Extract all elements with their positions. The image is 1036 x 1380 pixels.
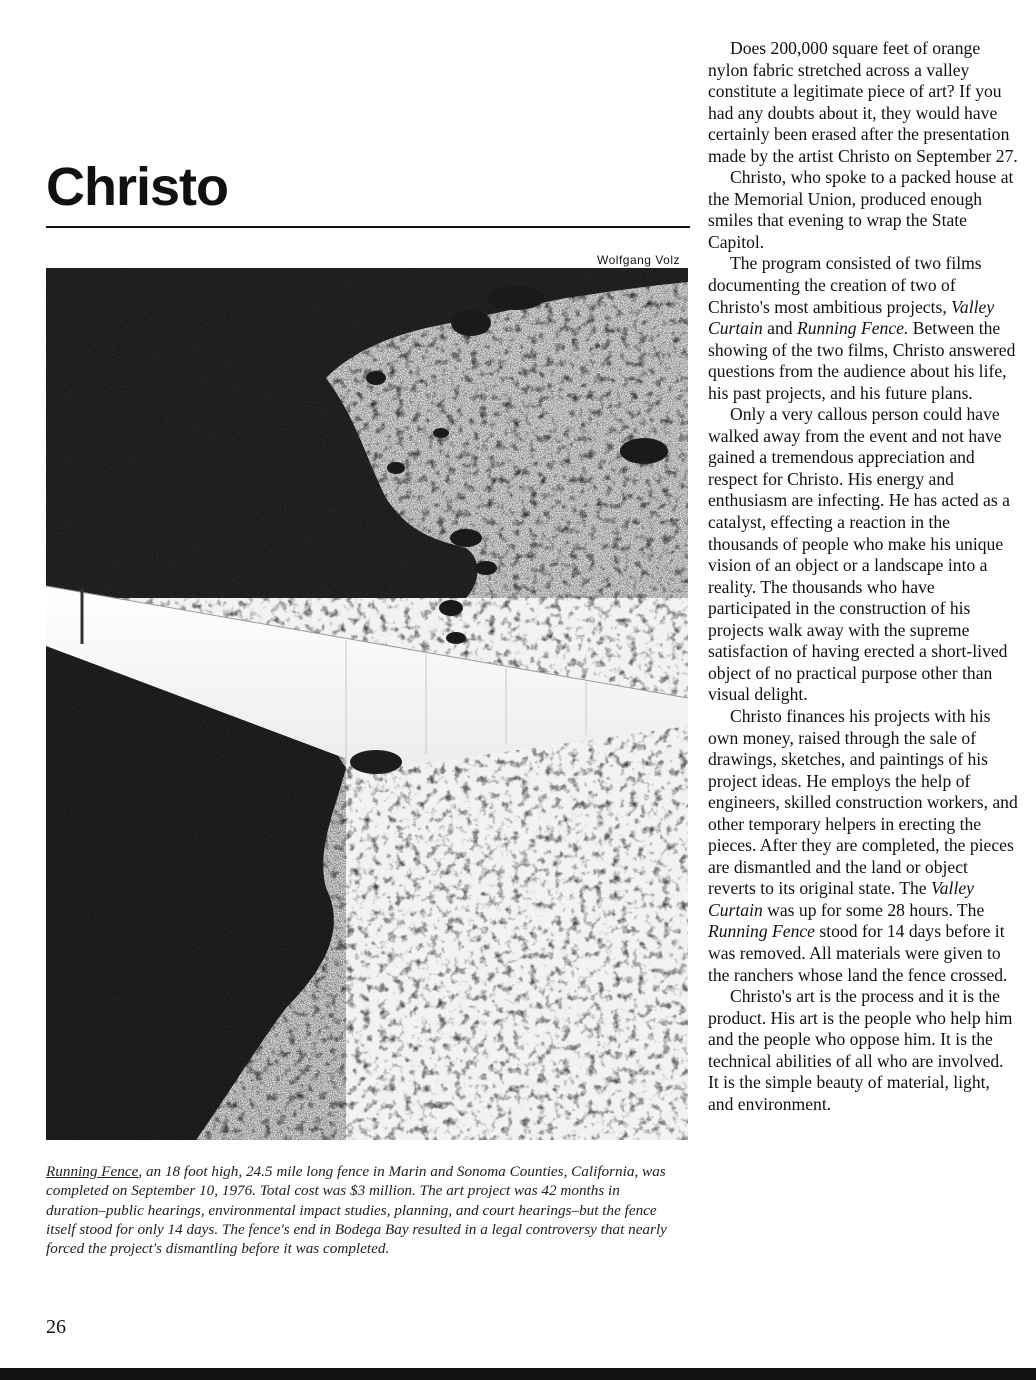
running-fence-title: Running Fence. [796, 318, 909, 339]
page-number: 26 [46, 1316, 66, 1338]
scan-edge-bar [0, 1368, 1036, 1380]
paragraph-3 [708, 253, 1018, 404]
valley-curtain-title: Valley Curtain [708, 878, 974, 920]
running-fence-title: Running Fence [708, 921, 815, 942]
paragraph-1: Does 200,000 square feet of orange nylon fabric stretched across a valley constitute a legitimate piece of art? If you had any doubts about it, they would have certainly been erased after the presentation made by the artist Christo on September 27. [708, 38, 1018, 166]
paragraph-5 [708, 706, 1018, 986]
title-rule [46, 226, 690, 228]
photo-caption [46, 1162, 676, 1258]
paragraph-4: Only a very callous person could have walked away from the event and not have gained a tremendous appreciation and respect for Christo. His energy and enthusiasm are infecting. He has acted as a catalyst, effecting a reaction in the thousands of people who make his unique vision of an object or a landscape into a reality. The thousands who have participated in the construction of his projects walk away with the supreme satisfaction of having erected a short-lived object of no practical purpose other than visual delight. [708, 404, 1010, 705]
paragraph-5-a: Christo finances his projects with his own money, raised through the sale of drawings, sketches, and paintings of his project ideas. He employs the help of engineers, skilled construction workers, and other temporary helpers in erecting the pieces. After they are completed, the pieces are dismantled and the land or object reverts to its original state. The [708, 705, 1018, 899]
valley-curtain-title: Valley Curtain [708, 296, 995, 339]
caption-work-title: Running Fence [46, 1163, 139, 1180]
article-body [708, 38, 1018, 1115]
paragraph-5-c: stood for 14 days before it was removed. All materials were given to the ranchers whose land the fence crossed. [708, 921, 1008, 985]
running-fence-photo [46, 268, 688, 1140]
paragraph-3-b: and [762, 318, 797, 339]
paragraph-2: Christo, who spoke to a packed house at the Memorial Union, produced enough smiles that evening to wrap the State Capitol. [708, 167, 1014, 252]
page-title: Christo [46, 157, 228, 217]
paragraph-5-b: was up for some 28 hours. The [762, 899, 985, 920]
paragraph-6: Christo's art is the process and it is the product. His art is the people who help him and the people who oppose him. It is the technical abilities of all who are involved. It is the simple beauty of material, light, and environment. [708, 986, 1013, 1114]
photo-credit: Wolfgang Volz [597, 253, 680, 267]
caption-text: , an 18 foot high, 24.5 mile long fence in Marin and Sonoma Counties, California, was completed on September 10, 1976. Total cost was $3 million. The art project was 42 months in duration–public hearings, environmental impact studies, planning, and court hearings–but the fence itself stood for only 14 days. The fence's end in Bodega Bay resulted in a legal controversy that nearly forced the project's dismantling before it was completed. [46, 1163, 667, 1258]
paragraph-3-c: Between the showing of the two films, Christo answered questions from the audience about his life, his past projects, and his future plans. [708, 318, 1016, 403]
paragraph-3-a: The program consisted of two films documenting the creation of two of Christo's most ambitious projects, [708, 253, 982, 317]
